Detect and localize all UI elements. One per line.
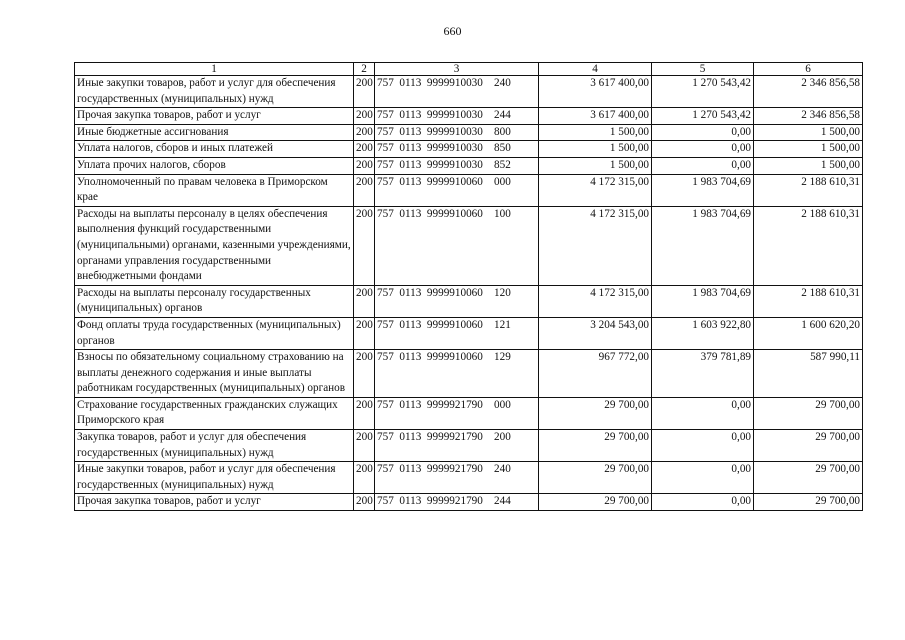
row-code: 200	[354, 462, 375, 494]
row-amount-executed: 0,00	[652, 157, 754, 174]
row-amount-remaining: 1 500,00	[754, 124, 863, 141]
table-row	[75, 317, 863, 349]
row-name: Страхование государственных гражданских служащих Приморского края	[75, 397, 354, 429]
row-classification: 757 0113 9999910060 121	[375, 317, 539, 349]
row-classification: 757 0113 9999910030 800	[375, 124, 539, 141]
row-classification: 757 0113 9999910030 240	[375, 76, 539, 108]
column-header: 3	[375, 63, 539, 76]
row-name: Иные бюджетные ассигнования	[75, 124, 354, 141]
table-row	[75, 397, 863, 429]
budget-table	[74, 62, 863, 511]
table-row	[75, 430, 863, 462]
table-row	[75, 206, 863, 285]
row-name: Закупка товаров, работ и услуг для обеспечения государственных (муниципальных) нужд	[75, 430, 354, 462]
row-classification: 757 0113 9999921790 240	[375, 462, 539, 494]
row-amount-plan: 29 700,00	[539, 397, 652, 429]
row-amount-plan: 1 500,00	[539, 157, 652, 174]
column-header: 1	[75, 63, 354, 76]
row-name: Уплата прочих налогов, сборов	[75, 157, 354, 174]
row-amount-plan: 4 172 315,00	[539, 174, 652, 206]
row-amount-executed: 0,00	[652, 430, 754, 462]
row-name: Взносы по обязательному социальному страхованию на выплаты денежного содержания и иные выплаты работникам государственных (муниципальных) органов	[75, 350, 354, 398]
table-row	[75, 174, 863, 206]
row-classification: 757 0113 9999910060 000	[375, 174, 539, 206]
row-amount-remaining: 2 188 610,31	[754, 206, 863, 285]
row-classification: 757 0113 9999910060 129	[375, 350, 539, 398]
row-code: 200	[354, 285, 375, 317]
row-amount-remaining: 2 188 610,31	[754, 285, 863, 317]
row-amount-remaining: 587 990,11	[754, 350, 863, 398]
row-amount-executed: 0,00	[652, 462, 754, 494]
row-name: Уплата налогов, сборов и иных платежей	[75, 141, 354, 158]
table-row	[75, 494, 863, 511]
row-amount-plan: 1 500,00	[539, 141, 652, 158]
row-amount-remaining: 29 700,00	[754, 494, 863, 511]
row-amount-plan: 1 500,00	[539, 124, 652, 141]
row-classification: 757 0113 9999910060 120	[375, 285, 539, 317]
row-amount-executed: 1 270 543,42	[652, 76, 754, 108]
row-name: Расходы на выплаты персоналу в целях обеспечения выполнения функций государственными (муниципальными) органами, казенными учреждениями, органами управления государственными внебюджетными фондами	[75, 206, 354, 285]
table-row	[75, 462, 863, 494]
row-classification: 757 0113 9999921790 244	[375, 494, 539, 511]
row-classification: 757 0113 9999910060 100	[375, 206, 539, 285]
row-name: Фонд оплаты труда государственных (муниципальных) органов	[75, 317, 354, 349]
row-name: Иные закупки товаров, работ и услуг для обеспечения государственных (муниципальных) нужд	[75, 76, 354, 108]
row-name: Прочая закупка товаров, работ и услуг	[75, 108, 354, 125]
row-amount-remaining: 29 700,00	[754, 430, 863, 462]
row-amount-remaining: 1 500,00	[754, 157, 863, 174]
row-code: 200	[354, 76, 375, 108]
row-amount-plan: 29 700,00	[539, 430, 652, 462]
row-amount-remaining: 1 500,00	[754, 141, 863, 158]
table-row	[75, 157, 863, 174]
row-amount-executed: 0,00	[652, 397, 754, 429]
row-code: 200	[354, 124, 375, 141]
row-amount-plan: 967 772,00	[539, 350, 652, 398]
page-number: 660	[443, 24, 462, 38]
row-amount-executed: 1 983 704,69	[652, 174, 754, 206]
row-code: 200	[354, 141, 375, 158]
row-classification: 757 0113 9999921790 200	[375, 430, 539, 462]
row-amount-remaining: 29 700,00	[754, 462, 863, 494]
row-code: 200	[354, 157, 375, 174]
row-classification: 757 0113 9999921790 000	[375, 397, 539, 429]
row-amount-plan: 29 700,00	[539, 462, 652, 494]
column-header: 4	[539, 63, 652, 76]
table-row	[75, 124, 863, 141]
row-classification: 757 0113 9999910030 244	[375, 108, 539, 125]
row-amount-remaining: 1 600 620,20	[754, 317, 863, 349]
row-amount-plan: 3 617 400,00	[539, 108, 652, 125]
row-amount-remaining: 2 188 610,31	[754, 174, 863, 206]
row-amount-executed: 0,00	[652, 124, 754, 141]
row-amount-remaining: 2 346 856,58	[754, 76, 863, 108]
table-row	[75, 108, 863, 125]
row-code: 200	[354, 430, 375, 462]
column-header: 5	[652, 63, 754, 76]
column-header: 6	[754, 63, 863, 76]
row-amount-executed: 0,00	[652, 141, 754, 158]
row-name: Расходы на выплаты персоналу государственных (муниципальных) органов	[75, 285, 354, 317]
table-header-row	[75, 63, 863, 76]
column-header: 2	[354, 63, 375, 76]
table-row	[75, 76, 863, 108]
row-amount-executed: 0,00	[652, 494, 754, 511]
row-amount-executed: 1 983 704,69	[652, 285, 754, 317]
row-code: 200	[354, 206, 375, 285]
row-amount-plan: 3 204 543,00	[539, 317, 652, 349]
row-code: 200	[354, 317, 375, 349]
row-classification: 757 0113 9999910030 852	[375, 157, 539, 174]
row-amount-executed: 1 270 543,42	[652, 108, 754, 125]
row-code: 200	[354, 174, 375, 206]
table-row	[75, 350, 863, 398]
row-amount-remaining: 29 700,00	[754, 397, 863, 429]
row-amount-executed: 1 983 704,69	[652, 206, 754, 285]
row-amount-executed: 1 603 922,80	[652, 317, 754, 349]
row-name: Иные закупки товаров, работ и услуг для обеспечения государственных (муниципальных) нужд	[75, 462, 354, 494]
row-classification: 757 0113 9999910030 850	[375, 141, 539, 158]
row-amount-plan: 4 172 315,00	[539, 285, 652, 317]
row-code: 200	[354, 108, 375, 125]
row-amount-remaining: 2 346 856,58	[754, 108, 863, 125]
row-name: Уполномоченный по правам человека в Приморском крае	[75, 174, 354, 206]
row-name: Прочая закупка товаров, работ и услуг	[75, 494, 354, 511]
row-code: 200	[354, 494, 375, 511]
row-amount-plan: 3 617 400,00	[539, 76, 652, 108]
row-amount-plan: 4 172 315,00	[539, 206, 652, 285]
row-code: 200	[354, 397, 375, 429]
row-amount-plan: 29 700,00	[539, 494, 652, 511]
row-code: 200	[354, 350, 375, 398]
table-row	[75, 141, 863, 158]
table-row	[75, 285, 863, 317]
row-amount-executed: 379 781,89	[652, 350, 754, 398]
